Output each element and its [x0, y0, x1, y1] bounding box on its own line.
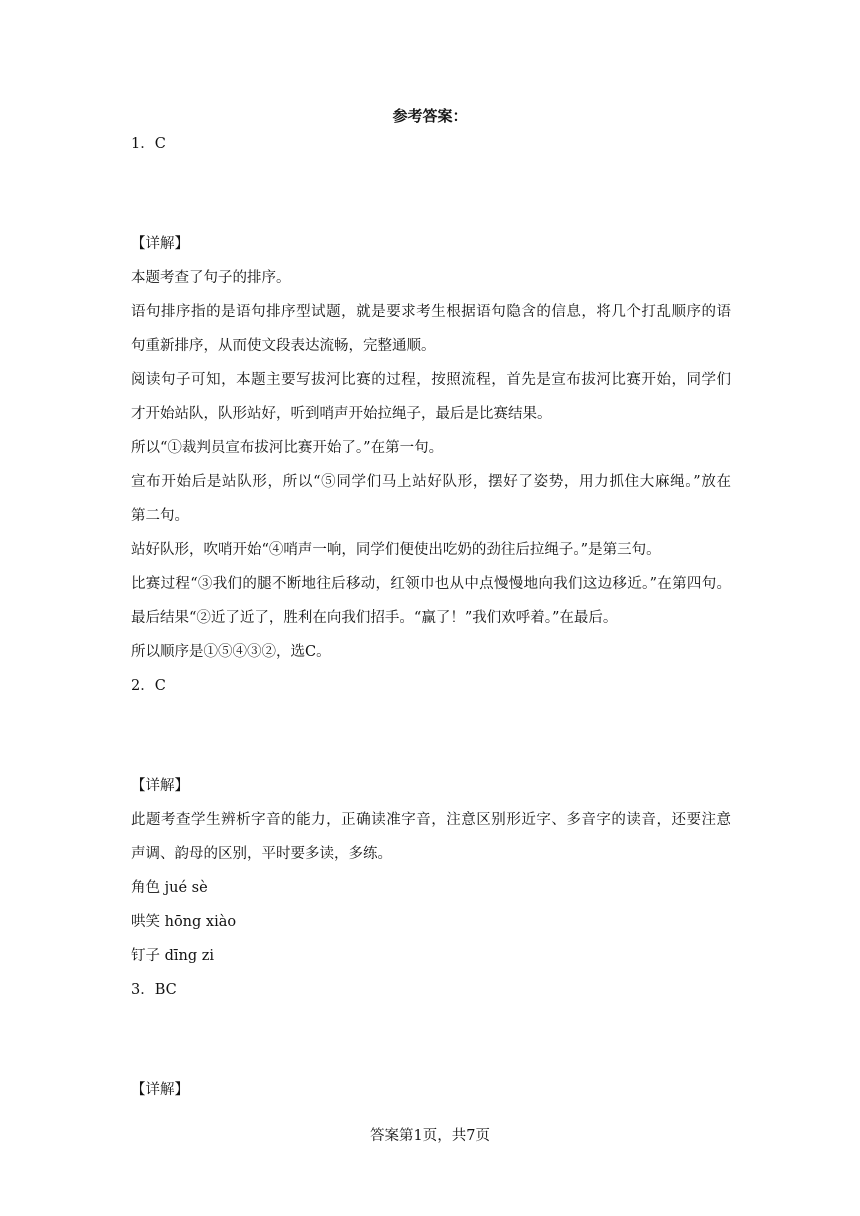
q2-detail-header: 【详解】: [131, 778, 189, 794]
q1-detail-line: 最后结果“②近了近了，胜利在向我们招手。“赢了！”我们欢呼着。”在最后。: [131, 610, 618, 626]
q1-detail-line: 句重新排序，从而使文段表达流畅，完整通顺。: [131, 338, 436, 354]
q2-detail-line: 钉子 dīng zi: [131, 948, 215, 964]
q2-answer: 2．C: [131, 678, 166, 694]
q1-detail-line: 语句排序指的是语句排序型试题，就是要求考生根据语句隐含的信息，将几个打乱顺序的语: [131, 304, 731, 320]
q2-detail-line: 此题考查学生辨析字音的能力，正确读准字音，注意区别形近字、多音字的读音，还要注意: [131, 812, 731, 828]
q2-detail-line: 哄笑 hōng xiào: [131, 914, 237, 930]
q1-detail-line: 阅读句子可知，本题主要写拔河比赛的过程，按照流程，首先是宣布拔河比赛开始，同学们: [131, 372, 731, 388]
q1-detail-line: 站好队形，吹哨开始“④哨声一响，同学们便使出吃奶的劲往后拉绳子。”是第三句。: [131, 542, 661, 558]
q1-answer: 1．C: [131, 136, 166, 152]
q2-detail-line: 声调、韵母的区别，平时要多读，多练。: [131, 846, 392, 862]
q1-detail-line: 比赛过程“③我们的腿不断地往后移动，红领巾也从中点慢慢地向我们这边移近。”在第四句。: [131, 576, 731, 592]
q1-detail-header: 【详解】: [131, 236, 189, 252]
page-footer: 答案第1页，共7页: [370, 1128, 490, 1144]
q1-detail-line: 才开始站队，队形站好，听到哨声开始拉绳子，最后是比赛结果。: [131, 406, 552, 422]
q1-detail-line: 第二句。: [131, 508, 189, 524]
page-title: 参考答案：: [392, 107, 468, 125]
q3-detail-header: 【详解】: [131, 1082, 189, 1098]
q2-detail-line: 角色 jué sè: [131, 880, 208, 896]
q1-detail-line: 本题考查了句子的排序。: [131, 270, 291, 286]
q1-detail-line: 宣布开始后是站队形，所以“⑤同学们马上站好队形，摆好了姿势，用力抓住大麻绳。”放在: [131, 474, 731, 490]
q1-detail-line: 所以顺序是①⑤④③②，选C。: [131, 644, 331, 660]
q1-detail-line: 所以“①裁判员宣布拔河比赛开始了。”在第一句。: [131, 440, 444, 456]
q3-answer: 3．BC: [131, 982, 177, 998]
